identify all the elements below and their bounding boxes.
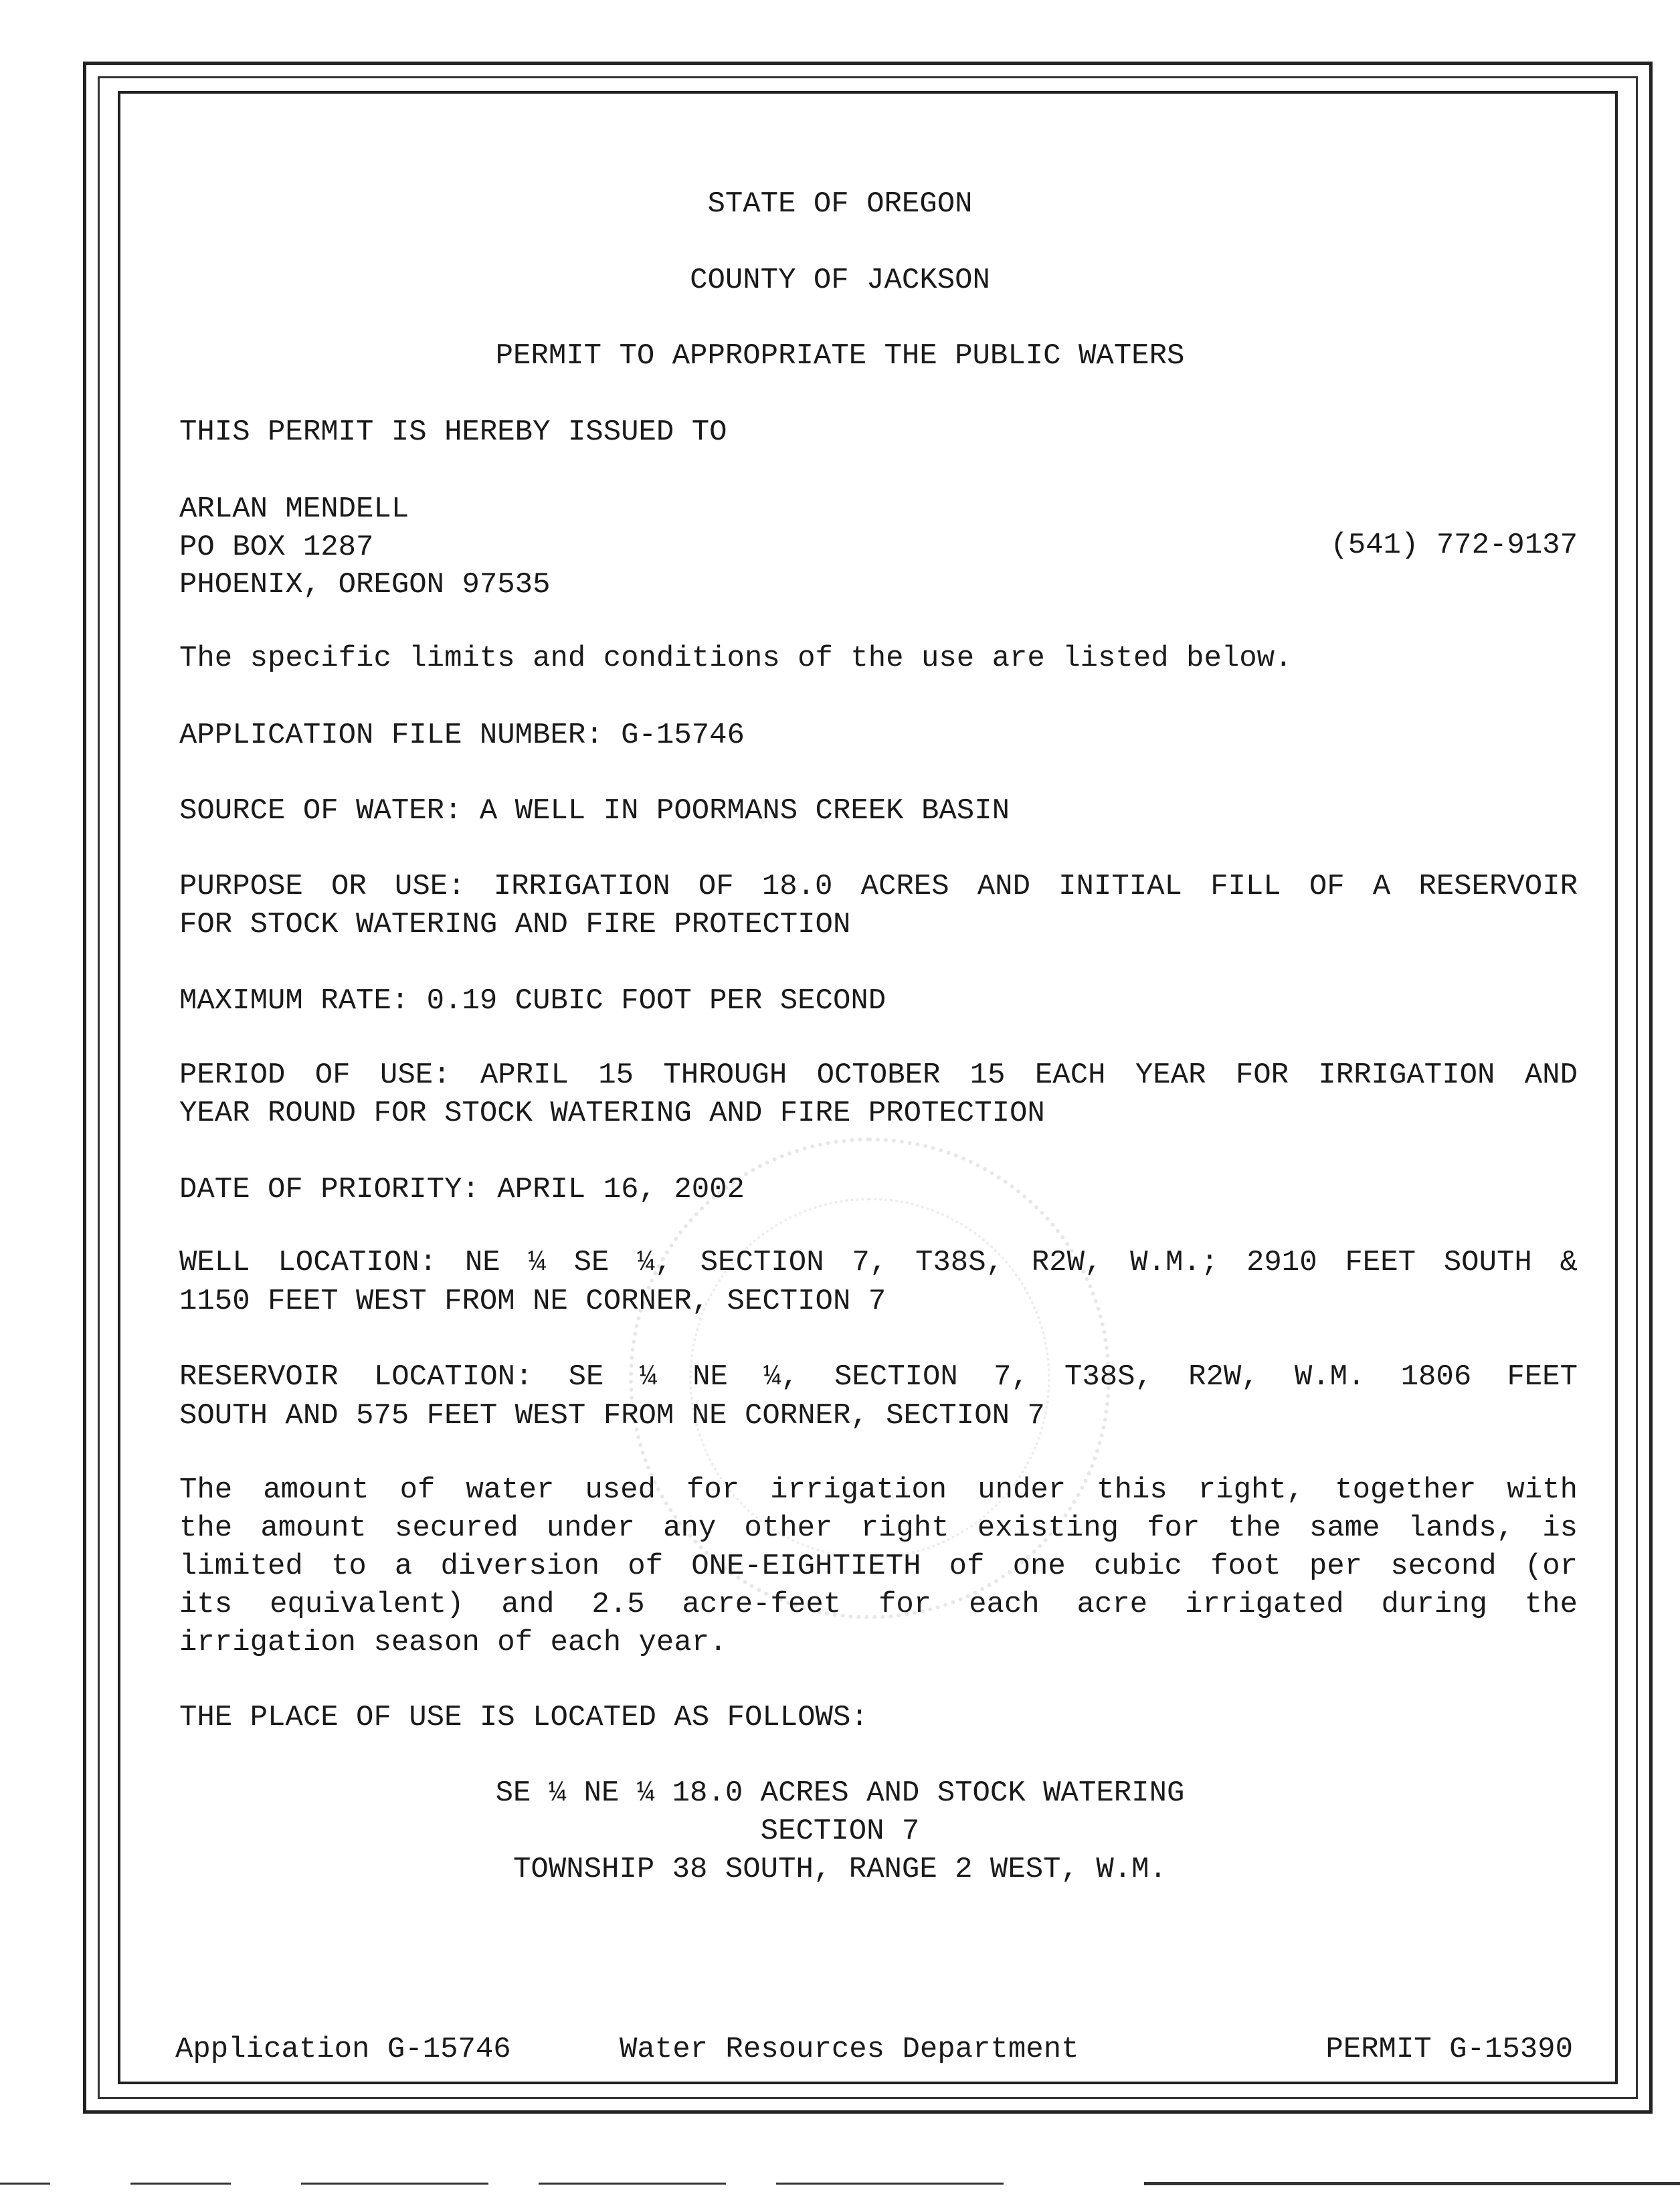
period-of-use-line-2: YEAR ROUND FOR STOCK WATERING AND FIRE PROTECTION — [179, 1097, 1045, 1130]
well-location-line-1: WELL LOCATION: NE ¼ SE ¼, SECTION 7, T38S, R2W, W.M.; 2910 FEET SOUTH & — [179, 1246, 1578, 1279]
permittee-address-line1: PO BOX 1287 — [179, 531, 374, 564]
source-of-water: SOURCE OF WATER: A WELL IN POORMANS CREEK BASIN — [179, 794, 1010, 828]
issued-to-label: THIS PERMIT IS HEREBY ISSUED TO — [179, 416, 727, 449]
scan-mark — [130, 2183, 231, 2185]
reservoir-location-line-2: SOUTH AND 575 FEET WEST FROM NE CORNER, SECTION 7 — [179, 1399, 1045, 1433]
maximum-rate: MAXIMUM RATE: 0.19 CUBIC FOOT PER SECOND — [179, 984, 886, 1018]
footer-permit-number: PERMIT G-15390 — [1325, 2033, 1573, 2066]
well-location-line-2: 1150 FEET WEST FROM NE CORNER, SECTION 7 — [179, 1285, 886, 1318]
page-title: PERMIT TO APPROPRIATE THE PUBLIC WATERS — [495, 339, 1185, 373]
header-state: STATE OF OREGON — [707, 187, 973, 221]
period-of-use-line-1: PERIOD OF USE: APRIL 15 THROUGH OCTOBER 15 EACH YEAR FOR IRRIGATION AND — [179, 1059, 1578, 1092]
amount-paragraph-line-4: its equivalent) and 2.5 acre-feet for each acre irrigated during the — [179, 1588, 1578, 1621]
scan-mark — [301, 2183, 488, 2185]
amount-paragraph-line-3: limited to a diversion of ONE-EIGHTIETH of one cubic foot per second (or — [179, 1550, 1578, 1583]
place-of-use-line-2: SECTION 7 — [760, 1815, 920, 1848]
amount-paragraph-line-5: irrigation season of each year. — [179, 1626, 727, 1659]
header-county: COUNTY OF JACKSON — [690, 264, 990, 297]
purpose-line-1: PURPOSE OR USE: IRRIGATION OF 18.0 ACRES AND INITIAL FILL OF A RESERVOIR — [179, 870, 1578, 903]
permittee-phone: (541) 772-9137 — [1330, 529, 1578, 562]
scan-mark — [539, 2183, 726, 2185]
place-of-use-label: THE PLACE OF USE IS LOCATED AS FOLLOWS: — [179, 1701, 868, 1734]
scan-mark — [1144, 2182, 1680, 2185]
application-file-number: APPLICATION FILE NUMBER: G-15746 — [179, 719, 745, 752]
scan-mark — [776, 2183, 1004, 2185]
amount-paragraph-line-2: the amount secured under any other right existing for the same lands, is — [179, 1511, 1578, 1545]
scan-mark — [0, 2183, 50, 2185]
date-of-priority: DATE OF PRIORITY: APRIL 16, 2002 — [179, 1173, 745, 1206]
limits-intro: The specific limits and conditions of the use are listed below. — [179, 642, 1293, 675]
purpose-line-2: FOR STOCK WATERING AND FIRE PROTECTION — [179, 908, 851, 941]
permittee-name: ARLAN MENDELL — [179, 492, 409, 526]
amount-paragraph-line-1: The amount of water used for irrigation under this right, together with — [179, 1473, 1578, 1507]
permittee-address-line2: PHOENIX, OREGON 97535 — [179, 568, 551, 602]
place-of-use-line-3: TOWNSHIP 38 SOUTH, RANGE 2 WEST, W.M. — [513, 1853, 1167, 1886]
footer-department: Water Resources Department — [620, 2033, 1079, 2066]
reservoir-location-line-1: RESERVOIR LOCATION: SE ¼ NE ¼, SECTION 7, T38S, R2W, W.M. 1806 FEET — [179, 1360, 1578, 1394]
footer-application: Application G-15746 — [175, 2033, 511, 2066]
place-of-use-line-1: SE ¼ NE ¼ 18.0 ACRES AND STOCK WATERING — [495, 1776, 1185, 1810]
